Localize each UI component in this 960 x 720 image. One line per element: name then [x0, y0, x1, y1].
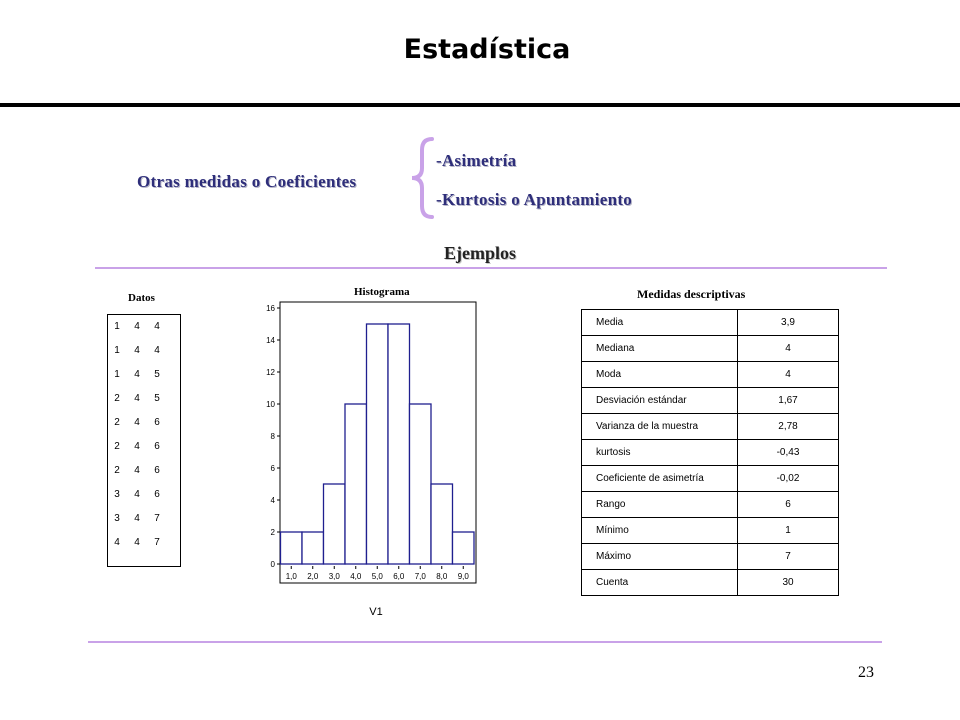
medidas-label-cell: Cuenta	[582, 570, 738, 596]
medidas-row	[582, 388, 839, 414]
datos-cell: 4	[134, 488, 140, 500]
x-tick-label: 3,0	[328, 572, 340, 581]
other-measures-label: Otras medidas o Coeficientes	[137, 172, 357, 191]
datos-cell: 3	[114, 512, 120, 524]
datos-cell: 1	[114, 368, 120, 380]
medidas-value-cell: -0,43	[738, 440, 839, 466]
histogram-bar	[367, 324, 389, 564]
medidas-value-cell: 3,9	[738, 310, 839, 336]
y-tick-label: 6	[270, 464, 275, 473]
histogram-bar	[410, 404, 432, 564]
x-tick-label: 4,0	[350, 572, 362, 581]
datos-cell: 1	[114, 320, 120, 332]
medidas-value-cell: 6	[738, 492, 839, 518]
medidas-value-cell: 1	[738, 518, 839, 544]
y-tick-label: 2	[270, 528, 275, 537]
histogram-bar	[345, 404, 367, 564]
medidas-label-cell: Varianza de la muestra	[582, 414, 738, 440]
y-tick-label: 14	[266, 336, 275, 345]
examples-heading: Ejemplos	[444, 243, 516, 263]
datos-cell: 5	[154, 392, 160, 404]
datos-cell: 4	[154, 344, 160, 356]
x-tick-label: 7,0	[414, 572, 426, 581]
medidas-row	[582, 336, 839, 362]
x-tick-label: 9,0	[457, 572, 469, 581]
datos-cell: 4	[114, 536, 120, 548]
medidas-label-cell: Coeficiente de asimetría	[582, 466, 738, 492]
medidas-row	[582, 492, 839, 518]
datos-cell: 4	[134, 368, 140, 380]
datos-cell: 6	[154, 416, 160, 428]
medidas-row	[582, 544, 839, 570]
datos-cell: 2	[114, 464, 120, 476]
x-tick-label: 1,0	[285, 572, 297, 581]
y-tick-label: 4	[270, 496, 275, 505]
slide-title: Estadística	[403, 34, 571, 65]
medidas-label-cell: Desviación estándar	[582, 388, 738, 414]
x-axis-label: V1	[369, 606, 383, 618]
medidas-label: Medidas descriptivas	[637, 287, 746, 301]
datos-cell: 4	[134, 440, 140, 452]
histogram-bar	[281, 532, 303, 564]
y-tick-label: 0	[270, 560, 275, 569]
datos-cell: 3	[114, 488, 120, 500]
page-number: 23	[858, 664, 874, 681]
medidas-label-cell: Media	[582, 310, 738, 336]
histogram-bar	[453, 532, 475, 564]
histogram-title: Histograma	[354, 286, 410, 298]
datos-cell: 2	[114, 440, 120, 452]
histogram-bar	[324, 484, 346, 564]
curly-brace-icon	[406, 136, 436, 220]
datos-cell: 4	[134, 536, 140, 548]
histogram-bar	[431, 484, 453, 564]
medidas-label-cell: Mínimo	[582, 518, 738, 544]
datos-cell: 7	[154, 512, 160, 524]
medidas-value-cell: 2,78	[738, 414, 839, 440]
medidas-label-cell: Moda	[582, 362, 738, 388]
medidas-label-cell: kurtosis	[582, 440, 738, 466]
medidas-value-cell: 4	[738, 362, 839, 388]
x-tick-label: 6,0	[393, 572, 405, 581]
medidas-value-cell: 7	[738, 544, 839, 570]
medidas-label-cell: Rango	[582, 492, 738, 518]
datos-cell: 2	[114, 416, 120, 428]
histogram-bar	[388, 324, 410, 564]
section-divider-top	[95, 267, 887, 269]
datos-cell: 2	[114, 392, 120, 404]
datos-label: Datos	[128, 292, 155, 304]
datos-cell: 4	[154, 320, 160, 332]
datos-cell: 4	[134, 392, 140, 404]
x-tick-label: 5,0	[371, 572, 383, 581]
bullet-asimetria: -Asimetría	[436, 151, 517, 170]
x-tick-label: 2,0	[307, 572, 319, 581]
section-divider-bottom	[88, 641, 882, 643]
medidas-label-cell: Máximo	[582, 544, 738, 570]
datos-cell: 4	[134, 416, 140, 428]
datos-cell: 4	[134, 464, 140, 476]
medidas-row	[582, 440, 839, 466]
y-tick-label: 10	[266, 400, 275, 409]
datos-cell: 4	[134, 320, 140, 332]
medidas-row	[582, 518, 839, 544]
datos-cell: 1	[114, 344, 120, 356]
medidas-table	[581, 309, 839, 596]
medidas-label-cell: Mediana	[582, 336, 738, 362]
datos-cell: 5	[154, 368, 160, 380]
y-tick-label: 8	[270, 432, 275, 441]
medidas-row	[582, 362, 839, 388]
y-tick-label: 12	[266, 368, 275, 377]
histogram-chart	[250, 296, 490, 626]
medidas-value-cell: 30	[738, 570, 839, 596]
medidas-row	[582, 570, 839, 596]
datos-cell: 4	[134, 344, 140, 356]
title-divider	[0, 103, 960, 107]
medidas-value-cell: 1,67	[738, 388, 839, 414]
medidas-row	[582, 414, 839, 440]
datos-cell: 6	[154, 440, 160, 452]
medidas-value-cell: 4	[738, 336, 839, 362]
datos-cell: 7	[154, 536, 160, 548]
datos-cell: 6	[154, 488, 160, 500]
y-tick-label: 16	[266, 304, 275, 313]
datos-cell: 6	[154, 464, 160, 476]
medidas-row	[582, 466, 839, 492]
histogram-bar	[302, 532, 324, 564]
medidas-row	[582, 310, 839, 336]
datos-table-border	[107, 314, 181, 567]
x-tick-label: 8,0	[436, 572, 448, 581]
medidas-value-cell: -0,02	[738, 466, 839, 492]
datos-cell: 4	[134, 512, 140, 524]
bullet-kurtosis: -Kurtosis o Apuntamiento	[436, 190, 633, 209]
